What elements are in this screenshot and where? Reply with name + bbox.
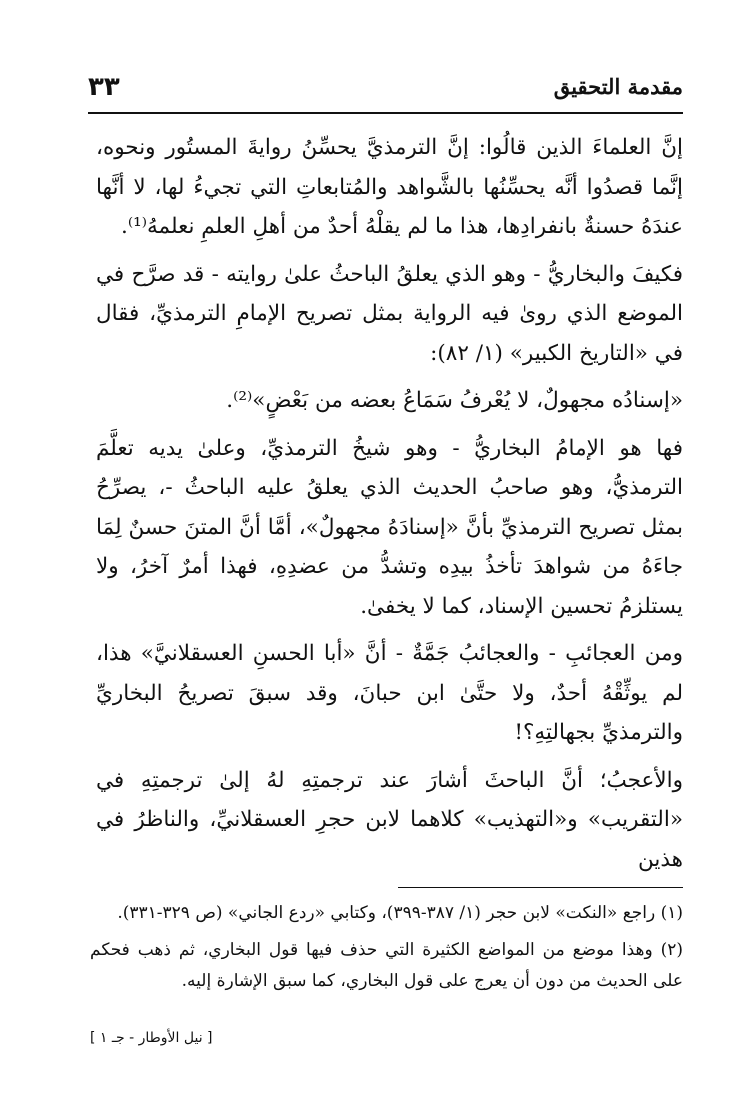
paragraph: ومن العجائبِ - والعجائبُ جَمَّةٌ - أنَّ «أبا الحسنِ العسقلانيَّ» هذا، لم يوثِّقْهُ أحدٌ، ولا حتَّىٰ ابن حبانَ، وقد سبقَ تصريحُ البخاريِّ والترمذيِّ بجهالتِهِ؟! [96, 641, 683, 745]
chapter-title: مقدمة التحقيق [553, 74, 683, 99]
footnote: (٢) وهذا موضع من المواضع الكثيرة التي حذف فيها قول البخاري، ثم ذهب فحكم على الحديث من دون أن يعرج على قول البخاري، كما سبق الإشارة إليه. [90, 940, 683, 991]
paragraph: والأعجبُ؛ أنَّ الباحثَ أشارَ عند ترجمتِهِ لهُ إلىٰ ترجمتِهِ في «التقريب» و«التهذيب» كلاهما لابن حجرِ العسقلانيِّ، والناظرُ في هذين [96, 767, 683, 872]
paragraph: فكيفَ والبخاريُّ - وهو الذي يعلقُ الباحثُ علىٰ روايته - قد صرَّح في الموضع الذي روىٰ فيه الرواية بمثل تصريح الإمامِ الترمذيِّ، فقال في «التاريخ الكبير» (١/ ٨٢): [96, 261, 683, 366]
footnote: (١) راجع «النكت» لابن حجر (١/ ٣٨٧-٣٩٩)، وكتابي «ردع الجاني» (ص ٣٢٩-٣٣١). [117, 903, 683, 923]
paragraph: إنَّ العلماءَ الذين قالُوا: إنَّ الترمذيَّ يحسِّنُ روايةَ المستُور ونحوه، إنَّما قصدُوا أنَّه يحسِّنُها بالشَّواهد والمُتابعاتِ التي تجيءُ لها، لا أنَّها عندَهُ حسنةٌ بانفرادِها، هذا ما لم يقلْهُ أحدٌ من أهلِ العلمِ نعلمهُ⁽¹⁾. [96, 135, 683, 239]
quotation: «إسنادُه مجهولٌ، لا يُعْرفُ سَمَاعُ بعضه من بَعْضٍ»⁽²⁾. [226, 388, 683, 413]
book-signature: [ نيل الأوطار - جـ ١ ] [90, 1030, 213, 1046]
header-divider [88, 112, 683, 114]
page-number: ٣٣ [88, 72, 120, 102]
footnotes [90, 898, 683, 1003]
paragraph: فها هو الإمامُ البخاريُّ - وهو شيخُ الترمذيِّ، وعلىٰ يديه تعلَّمَ الترمذيُّ، وهو صاحبُ الحديث الذي يعلقُ عليه الباحثُ -، يصرِّحُ بمثل تصريح الترمذيِّ بأنَّ «إسنادَهُ مجهولٌ»، أمَّا أنَّ المتنَ حسنٌ لِمَا جاءَهُ من شواهدَ تأخذُ بيدِه وتشدُّ من عضدِهِ، فهذا أمرٌ آخرُ، ولا يستلزمُ تحسين الإسناد، كما لا يخفىٰ. [96, 435, 683, 619]
main-text [96, 128, 683, 887]
page-header [88, 72, 683, 106]
footnote-divider [398, 887, 683, 888]
